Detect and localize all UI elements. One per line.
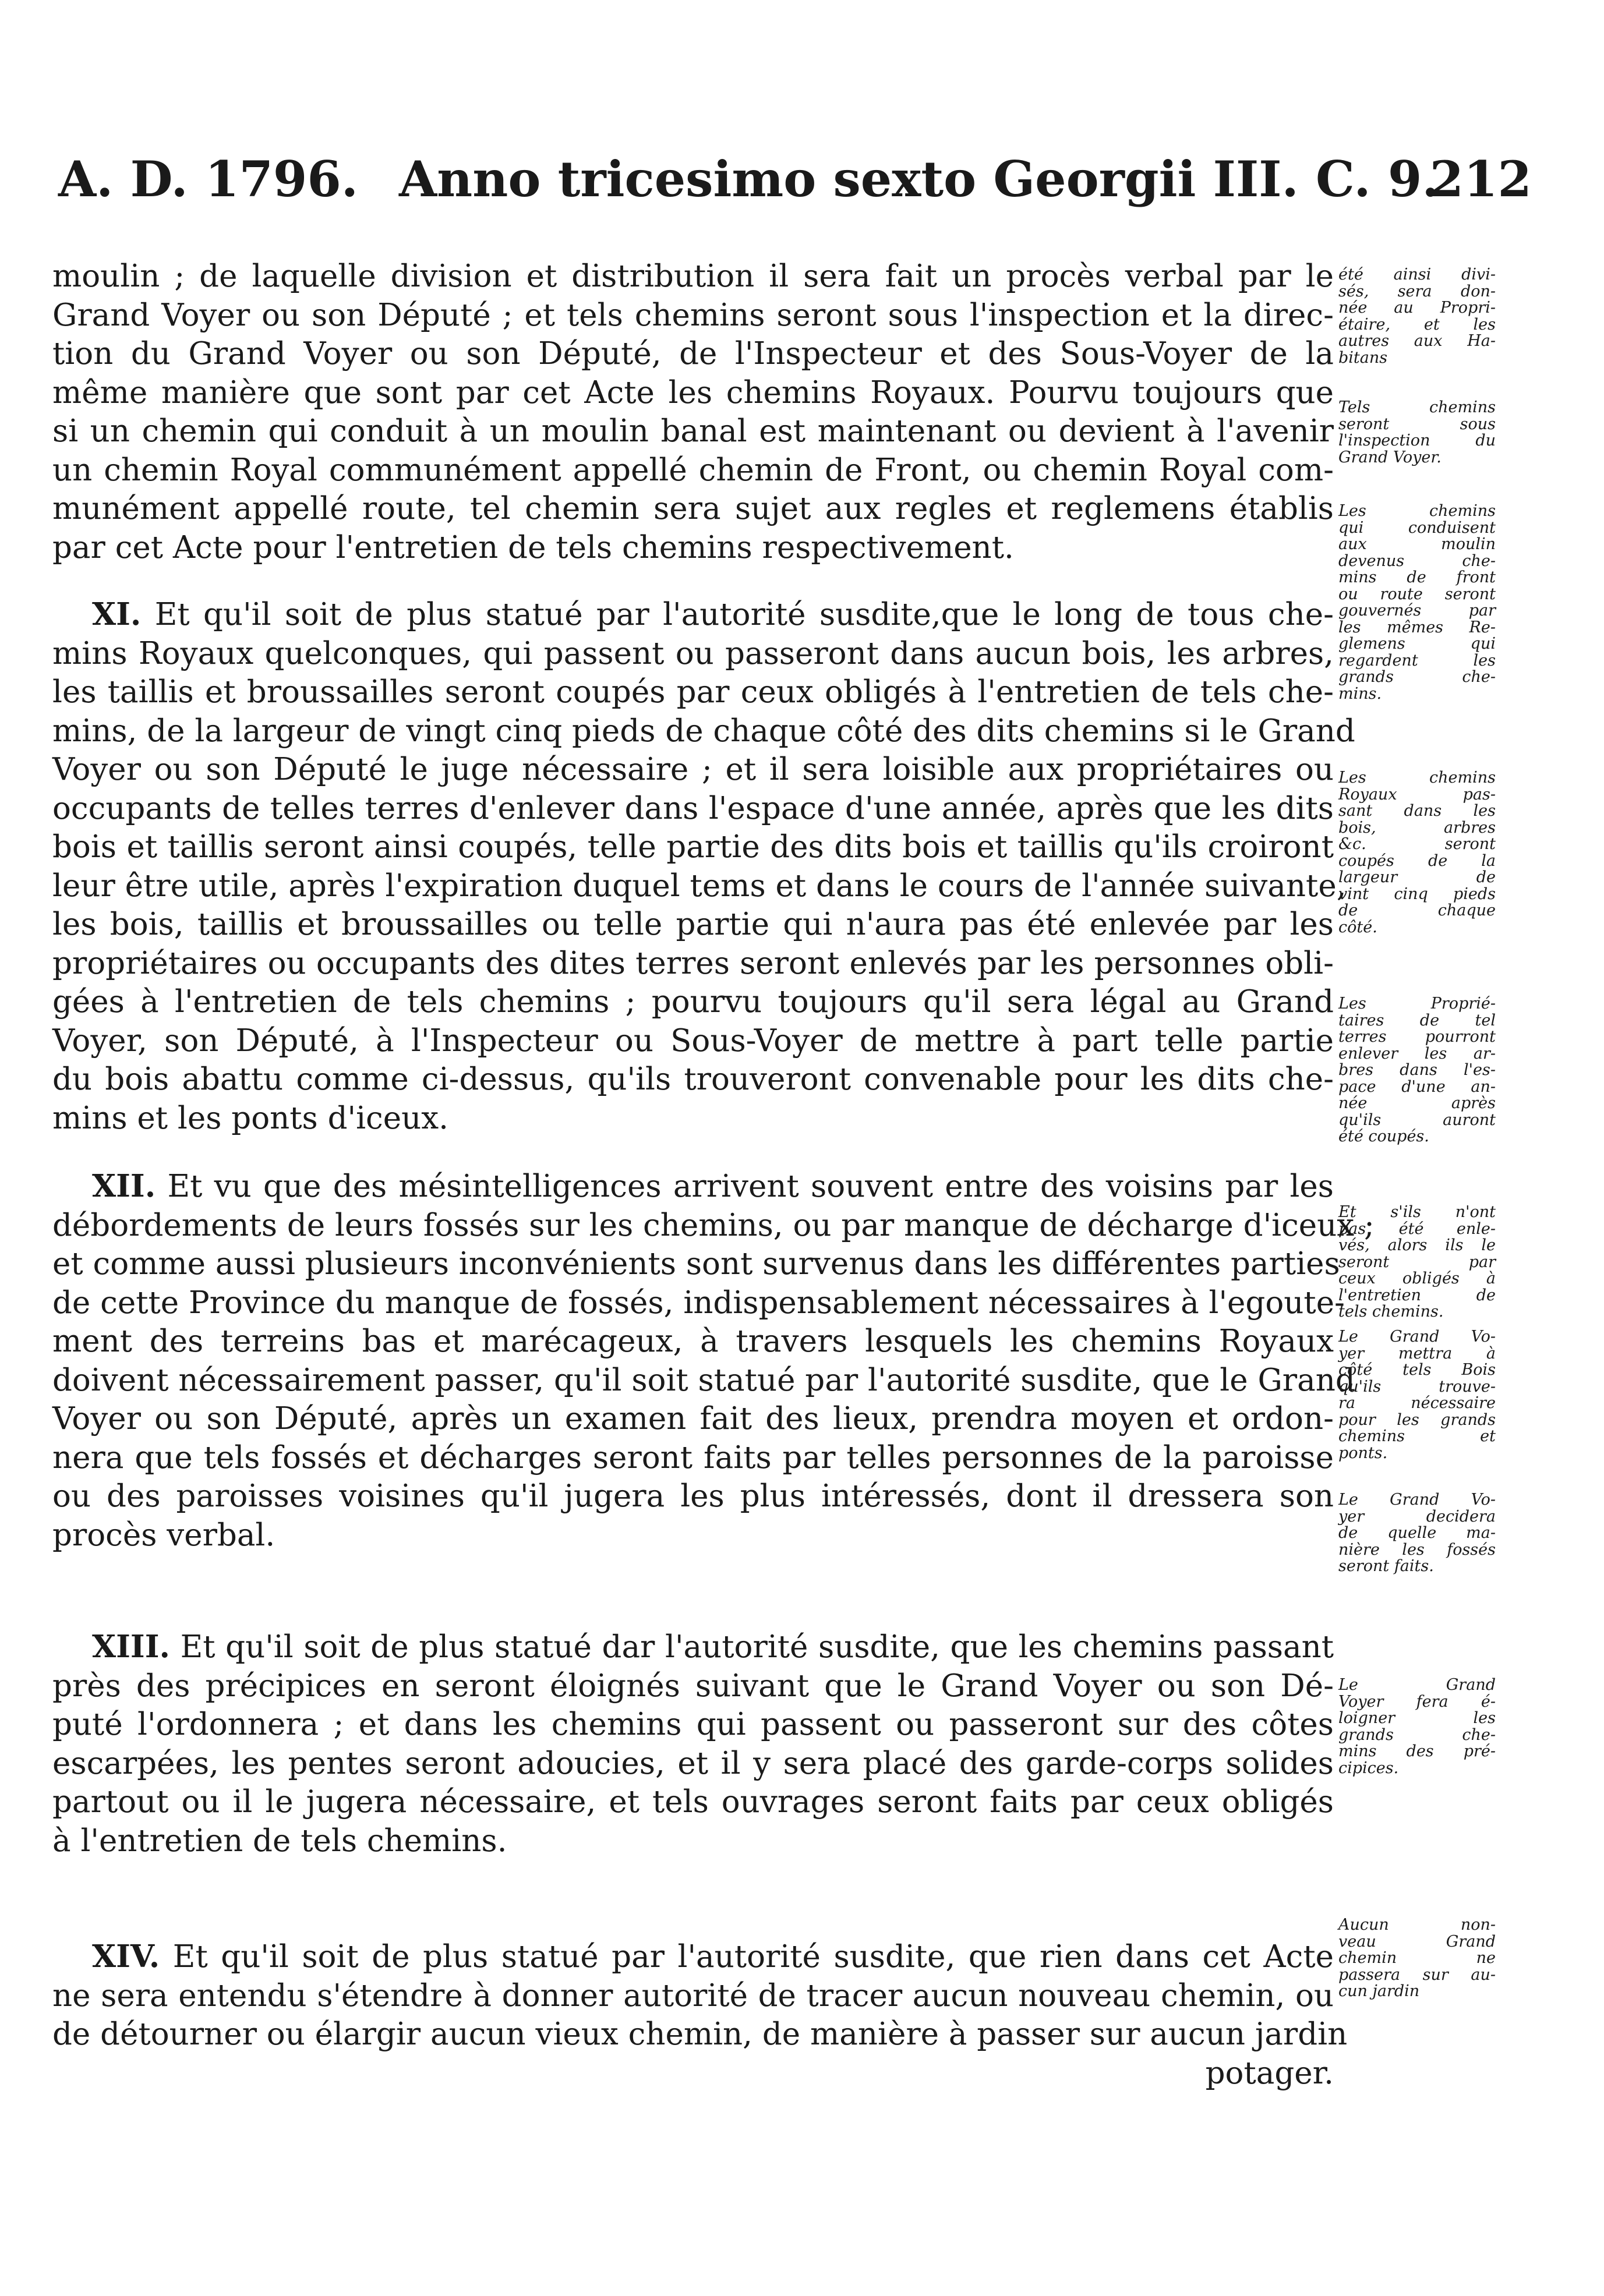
text-line: escarpées, les pentes seront adoucies, et il y sera placé des garde-corps solides xyxy=(52,1745,1334,1781)
note-line: côté tels Bois xyxy=(1338,1361,1496,1379)
note-line: née au Propri- xyxy=(1338,299,1496,317)
note-line: mins des pré- xyxy=(1338,1742,1496,1760)
text-line: Grand Voyer ou son Député ; et tels chemins seront sous l'inspection et la direc- xyxy=(52,297,1334,333)
text-line: les taillis et broussailles seront coupés par ceux obligés à l'entretien de tels che- xyxy=(52,674,1334,710)
marginal-note xyxy=(1338,1204,1496,1321)
text-line: et comme aussi plusieurs inconvénients sont survenus dans les différentes parties xyxy=(52,1246,1340,1282)
text-line: de cette Province du manque de fossés, indispensablement nécessaires à l'egoute- xyxy=(52,1285,1345,1321)
note-line: loigner les xyxy=(1338,1709,1496,1727)
note-line: mins de front xyxy=(1338,568,1496,586)
note-line: taires de tel xyxy=(1338,1011,1496,1030)
note-line: vint cinq pieds xyxy=(1338,885,1496,903)
marginal-note xyxy=(1338,1677,1496,1777)
note-line: passera sur au- xyxy=(1338,1965,1496,1984)
note-line: Tels chemins xyxy=(1338,398,1496,416)
text-line: de détourner ou élargir aucun vieux chemin, de manière à passer sur aucun jardin xyxy=(52,2016,1348,2052)
text-line: tion du Grand Voyer ou son Député, de l'Inspecteur et des Sous-Voyer de la xyxy=(52,336,1334,372)
note-line: Le Grand Vo- xyxy=(1338,1491,1496,1509)
marginal-note xyxy=(1338,399,1496,466)
note-line: l'inspection du xyxy=(1338,431,1496,450)
text-line xyxy=(52,1167,1334,1207)
note-line: bres dans l'es- xyxy=(1338,1061,1496,1079)
text-line: si un chemin qui conduit à un moulin banal est maintenant ou devient à l'avenir xyxy=(52,413,1334,449)
text-line-tail: potager. xyxy=(1205,2055,1334,2091)
note-line: regardent les xyxy=(1338,651,1496,670)
text-line: Voyer, son Député, à l'Inspecteur ou Sous-Voyer de mettre à part telle partie xyxy=(52,1023,1334,1059)
note-line: ra nécessaire xyxy=(1338,1394,1496,1412)
note-line: côté. xyxy=(1338,918,1377,936)
text-line: munément appellé route, tel chemin sera sujet aux regles et reglemens établis xyxy=(52,491,1334,526)
marginal-note xyxy=(1338,503,1496,702)
note-line: pas été enle- xyxy=(1338,1219,1496,1238)
note-line: bitans xyxy=(1338,348,1388,367)
text-line xyxy=(52,1628,1334,1667)
text-line: gées à l'entretien de tels chemins ; pourvu toujours qu'il sera légal au Grand xyxy=(52,984,1334,1020)
text-line: procès verbal. xyxy=(52,1517,275,1553)
note-line: été ainsi divi- xyxy=(1338,266,1496,284)
text-line: les bois, taillis et broussailles ou telle partie qui n'aura pas été enlevée par les xyxy=(52,907,1334,942)
note-line: glemens qui xyxy=(1338,635,1496,653)
text-line: propriétaires ou occupants des dites terres seront enlevés par les personnes obli- xyxy=(52,945,1334,981)
text-line: leur être utile, après l'expiration duquel tems et dans le cours de l'année suivante, xyxy=(52,868,1347,904)
marginal-note xyxy=(1338,1329,1496,1462)
text-line: nera que tels fossés et décharges seront faits par telles personnes de la paroisse xyxy=(52,1439,1334,1476)
section-xi xyxy=(52,595,1355,1138)
note-line: terres pourront xyxy=(1338,1028,1496,1046)
note-line: qu'ils trouve- xyxy=(1338,1377,1496,1396)
paragraph-continuation xyxy=(52,257,1334,567)
note-line: de quelle ma- xyxy=(1338,1524,1496,1542)
note-line: Les chemins xyxy=(1338,769,1496,787)
note-line: Royaux pas- xyxy=(1338,785,1496,804)
section-xiv xyxy=(52,1937,1348,2093)
page-number: 212 xyxy=(1429,150,1532,208)
note-line: chemin ne xyxy=(1338,1949,1496,1967)
text-line: occupants de telles terres d'enlever dans l'espace d'une année, après que les dits xyxy=(52,790,1334,826)
note-line: cun jardin xyxy=(1338,1982,1420,2000)
note-line: mins. xyxy=(1338,684,1382,703)
note-line: Le Grand xyxy=(1338,1676,1496,1694)
note-line: Les Proprié- xyxy=(1338,995,1496,1013)
note-line: seront faits. xyxy=(1338,1557,1434,1575)
note-line: ponts. xyxy=(1338,1444,1388,1462)
text-line xyxy=(52,1937,1334,1977)
note-line: autres aux Ha- xyxy=(1338,332,1496,350)
note-line: aux moulin xyxy=(1338,535,1496,553)
note-line: Voyer fera é- xyxy=(1338,1692,1496,1711)
note-line: largeur de xyxy=(1338,868,1496,886)
text-line: mins et les ponts d'iceux. xyxy=(52,1100,448,1136)
note-line: devenus che- xyxy=(1338,551,1496,570)
note-line: seront par xyxy=(1338,1253,1496,1271)
note-line: pace d'une an- xyxy=(1338,1077,1496,1096)
marginal-note xyxy=(1338,1917,1496,2000)
section-number: XIII. xyxy=(92,1629,170,1665)
text-line: Voyer ou son Député, après un examen fait des lieux, prendra moyen et ordon- xyxy=(52,1401,1334,1437)
note-line: sés, sera don- xyxy=(1338,282,1496,300)
text-line: débordements de leurs fossés sur les chemins, ou par manque de décharge d'iceux ; xyxy=(52,1207,1375,1243)
section-number: XI. xyxy=(92,596,142,632)
note-line: grands che- xyxy=(1338,1725,1496,1744)
note-line: seront sous xyxy=(1338,415,1496,433)
note-line: l'entretien de xyxy=(1338,1286,1496,1304)
marginal-note xyxy=(1338,1492,1496,1575)
note-line: cipices. xyxy=(1338,1759,1399,1777)
text-line: Voyer ou son Député le juge nécessaire ; et il sera loisible aux propriétaires ou xyxy=(52,752,1334,787)
note-line: qu'ils auront xyxy=(1338,1110,1496,1129)
line-text: Et qu'il soit de plus statué par l'autorité susdite, que rien dans cet Acte xyxy=(172,1939,1334,1975)
text-line: ne sera entendu s'étendre à donner autorité de tracer aucun nouveau chemin, ou xyxy=(52,1977,1334,2014)
note-line: tels chemins. xyxy=(1338,1303,1444,1321)
note-line: coupés de la xyxy=(1338,851,1496,870)
note-line: Grand Voyer. xyxy=(1338,448,1442,466)
text-line xyxy=(52,595,1334,635)
note-line: chemins et xyxy=(1338,1427,1496,1445)
line-text: Et qu'il soit de plus statué par l'autorité susdite,que le long de tous che- xyxy=(154,597,1334,632)
note-line: Le Grand Vo- xyxy=(1338,1328,1496,1346)
marginal-note xyxy=(1338,996,1496,1145)
header-title: Anno tricesimo sexto Georgii III. C. 9. xyxy=(399,150,1439,208)
header-year: A. D. 1796. xyxy=(58,150,359,208)
note-line: Et s'ils n'ont xyxy=(1338,1203,1496,1221)
note-line: pour les grands xyxy=(1338,1410,1496,1429)
text-line: mins, de la largeur de vingt cinq pieds de chaque côté des dits chemins si le Grand xyxy=(52,713,1355,749)
note-line: ou route seront xyxy=(1338,585,1496,603)
note-line: gouvernés par xyxy=(1338,602,1496,620)
note-line: Les chemins xyxy=(1338,502,1496,520)
note-line: vés, alors ils le xyxy=(1338,1236,1496,1254)
note-line: sant dans les xyxy=(1338,802,1496,820)
section-number: XII. xyxy=(92,1168,156,1204)
text-line: mins Royaux quelconques, qui passent ou passeront dans aucun bois, les arbres, xyxy=(52,635,1334,671)
note-line: née après xyxy=(1338,1094,1496,1112)
text-line: ment des terreins bas et marécageux, à travers lesquels les chemins Royaux xyxy=(52,1324,1334,1359)
line-text: Et vu que des mésintelligences arrivent souvent entre des voisins par les xyxy=(167,1169,1334,1204)
note-line: veau Grand xyxy=(1338,1932,1496,1951)
note-line: de chaque xyxy=(1338,901,1496,919)
text-line: bois et taillis seront ainsi coupés, telle partie des dits bois et taillis qu'ils croiront xyxy=(52,829,1334,865)
note-line: ceux obligés à xyxy=(1338,1269,1496,1287)
text-line: partout ou il le jugera nécessaire, et tels ouvrages seront faits par ceux obligés xyxy=(52,1784,1334,1820)
note-line: étaire, et les xyxy=(1338,315,1496,334)
note-line: grands che- xyxy=(1338,668,1496,686)
note-line: enlever les ar- xyxy=(1338,1044,1496,1063)
text-line: moulin ; de laquelle division et distribution il sera fait un procès verbal par le xyxy=(52,259,1334,294)
text-line: un chemin Royal communément appellé chemin de Front, ou chemin Royal com- xyxy=(52,452,1334,488)
text-line: par cet Acte pour l'entretien de tels chemins respectivement. xyxy=(52,529,1014,565)
note-line: nière les fossés xyxy=(1338,1540,1496,1559)
note-line: bois, arbres xyxy=(1338,818,1496,837)
section-number: XIV. xyxy=(92,1938,160,1975)
text-line: à l'entretien de tels chemins. xyxy=(52,1823,507,1859)
note-line: qui conduisent xyxy=(1338,518,1496,537)
text-line: doivent nécessairement passer, qu'il soit statué par l'autorité susdite, que le Grand xyxy=(52,1362,1355,1398)
note-line: Aucun non- xyxy=(1338,1916,1496,1934)
note-line: yer mettra à xyxy=(1338,1344,1496,1363)
text-line: près des précipices en seront éloignés suivant que le Grand Voyer ou son Dé- xyxy=(52,1668,1334,1704)
section-xiii xyxy=(52,1628,1334,1860)
note-line: été coupés. xyxy=(1338,1127,1429,1145)
text-line: ou des paroisses voisines qu'il jugera les plus intéressés, dont il dressera son xyxy=(52,1478,1334,1514)
running-header xyxy=(58,150,1532,214)
line-text: Et qu'il soit de plus statué dar l'autorité susdite, que les chemins passant xyxy=(180,1629,1334,1665)
text-line: du bois abattu comme ci-dessus, qu'ils trouveront convenable pour les dits che- xyxy=(52,1062,1334,1097)
marginal-note xyxy=(1338,770,1496,936)
note-line: yer decidera xyxy=(1338,1507,1496,1526)
marginal-note xyxy=(1338,267,1496,366)
text-line: même manière que sont par cet Acte les chemins Royaux. Pourvu toujours que xyxy=(52,374,1334,411)
note-line: les mêmes Re- xyxy=(1338,618,1496,636)
note-line: &c. seront xyxy=(1338,835,1496,853)
text-line: puté l'ordonnera ; et dans les chemins qui passent ou passeront sur des côtes xyxy=(52,1707,1334,1742)
